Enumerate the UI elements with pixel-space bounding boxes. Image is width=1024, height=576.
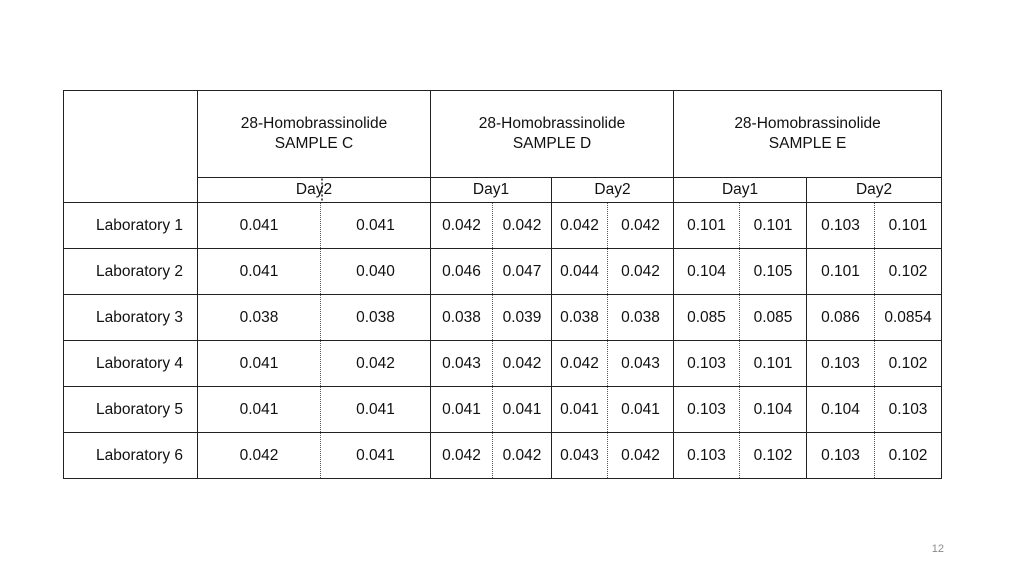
table-row <box>64 295 942 341</box>
value-cell: 0.041 <box>608 387 674 433</box>
lab-name-cell: Laboratory 4 <box>64 341 198 387</box>
value-cell: 0.103 <box>807 341 875 387</box>
sample-e-day2-header: Day2 <box>807 178 942 203</box>
value-cell: 0.104 <box>674 249 740 295</box>
sample-e-day1-header: Day1 <box>674 178 807 203</box>
table-row <box>64 433 942 479</box>
value-cell: 0.101 <box>740 341 807 387</box>
value-cell: 0.042 <box>493 433 552 479</box>
value-cell: 0.038 <box>431 295 493 341</box>
table-body <box>64 203 942 479</box>
value-cell: 0.043 <box>431 341 493 387</box>
value-cell: 0.104 <box>740 387 807 433</box>
value-cell: 0.043 <box>552 433 608 479</box>
value-cell: 0.102 <box>875 249 942 295</box>
sample-d-day1-header: Day1 <box>431 178 552 203</box>
value-cell: 0.043 <box>608 341 674 387</box>
value-cell: 0.041 <box>552 387 608 433</box>
table-row <box>64 341 942 387</box>
value-cell: 0.103 <box>807 433 875 479</box>
sample-e-compound: 28-Homobrassinolide <box>734 115 881 132</box>
value-cell: 0.042 <box>608 203 674 249</box>
value-cell: 0.042 <box>493 341 552 387</box>
sample-c-compound: 28-Homobrassinolide <box>240 115 388 132</box>
value-cell: 0.038 <box>608 295 674 341</box>
value-cell: 0.038 <box>198 295 321 341</box>
value-cell: 0.042 <box>493 203 552 249</box>
value-cell: 0.085 <box>740 295 807 341</box>
value-cell: 0.041 <box>198 387 321 433</box>
value-cell: 0.041 <box>198 249 321 295</box>
value-cell: 0.038 <box>321 295 431 341</box>
value-cell: 0.042 <box>198 433 321 479</box>
value-cell: 0.103 <box>674 433 740 479</box>
value-cell: 0.042 <box>608 433 674 479</box>
value-cell: 0.042 <box>321 341 431 387</box>
lab-name-cell: Laboratory 6 <box>64 433 198 479</box>
sample-c-name: SAMPLE C <box>274 135 354 152</box>
lab-name-cell: Laboratory 3 <box>64 295 198 341</box>
value-cell: 0.042 <box>552 341 608 387</box>
value-cell: 0.042 <box>431 433 493 479</box>
results-table <box>63 90 942 479</box>
table-row <box>64 249 942 295</box>
value-cell: 0.047 <box>493 249 552 295</box>
value-cell: 0.042 <box>552 203 608 249</box>
sample-c-header <box>198 91 431 178</box>
value-cell: 0.101 <box>740 203 807 249</box>
value-cell: 0.105 <box>740 249 807 295</box>
lab-name-cell: Laboratory 5 <box>64 387 198 433</box>
value-cell: 0.041 <box>321 387 431 433</box>
value-cell: 0.040 <box>321 249 431 295</box>
value-cell: 0.041 <box>431 387 493 433</box>
value-cell: 0.103 <box>875 387 942 433</box>
value-cell: 0.041 <box>198 203 321 249</box>
value-cell: 0.041 <box>321 433 431 479</box>
table-row <box>64 387 942 433</box>
value-cell: 0.103 <box>807 203 875 249</box>
value-cell: 0.0854 <box>875 295 942 341</box>
value-cell: 0.101 <box>807 249 875 295</box>
value-cell: 0.042 <box>608 249 674 295</box>
page-number: 12 <box>931 543 944 555</box>
value-cell: 0.102 <box>875 341 942 387</box>
corner-cell <box>64 91 198 203</box>
sample-d-compound: 28-Homobrassinolide <box>478 115 626 132</box>
value-cell: 0.039 <box>493 295 552 341</box>
value-cell: 0.046 <box>431 249 493 295</box>
value-cell: 0.041 <box>493 387 552 433</box>
value-cell: 0.103 <box>674 387 740 433</box>
value-cell: 0.102 <box>875 433 942 479</box>
value-cell: 0.085 <box>674 295 740 341</box>
sample-header-row <box>64 91 942 178</box>
value-cell: 0.102 <box>740 433 807 479</box>
value-cell: 0.042 <box>431 203 493 249</box>
lab-name-cell: Laboratory 1 <box>64 203 198 249</box>
sample-e-name: SAMPLE E <box>768 135 847 152</box>
value-cell: 0.041 <box>321 203 431 249</box>
value-cell: 0.038 <box>552 295 608 341</box>
lab-name-cell: Laboratory 2 <box>64 249 198 295</box>
value-cell: 0.086 <box>807 295 875 341</box>
sample-d-name: SAMPLE D <box>512 135 592 152</box>
value-cell: 0.041 <box>198 341 321 387</box>
value-cell: 0.104 <box>807 387 875 433</box>
table-row <box>64 203 942 249</box>
sample-d-header <box>431 91 674 178</box>
value-cell: 0.101 <box>875 203 942 249</box>
value-cell: 0.101 <box>674 203 740 249</box>
value-cell: 0.044 <box>552 249 608 295</box>
value-cell: 0.103 <box>674 341 740 387</box>
sample-e-header <box>674 91 942 178</box>
sample-c-day2-header: Day2 <box>198 178 431 203</box>
sample-d-day2-header: Day2 <box>552 178 674 203</box>
